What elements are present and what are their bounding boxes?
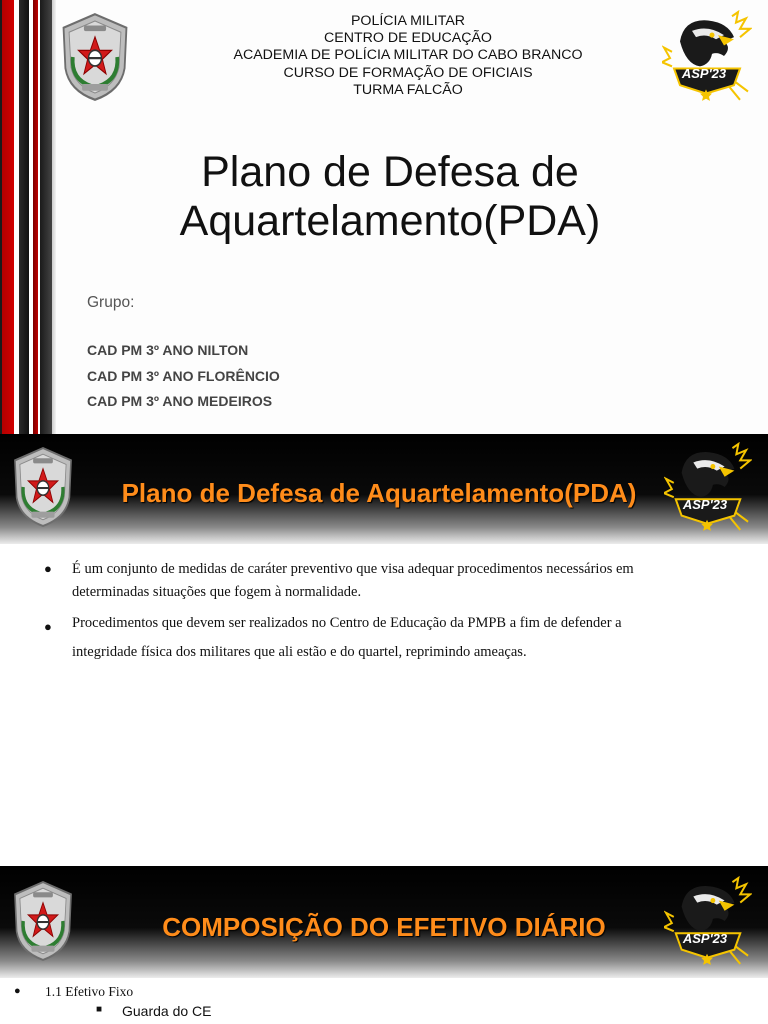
title-slide: [0, 0, 768, 434]
institution-header: [190, 13, 626, 99]
sub-bullet-icon: ■: [96, 1004, 103, 1015]
list-item: [44, 609, 734, 667]
eagle-badge-text: ASP'23: [682, 497, 728, 512]
pm-badge-logo: [58, 12, 132, 102]
pm-badge-icon: [10, 880, 76, 962]
slide3-title: COMPOSIÇÃO DO EFETIVO DIÁRIO: [162, 912, 606, 942]
asp23-eagle-logo: [662, 10, 752, 104]
list-item: [44, 558, 734, 603]
group-members-list: [87, 341, 280, 418]
title-line: Plano de Defesa de: [201, 148, 579, 196]
bullet-line: determinadas situações que fogem à normalidade.: [72, 583, 362, 600]
decorative-stripes: [0, 0, 56, 434]
group-label: Grupo:: [87, 294, 135, 311]
header-line: CENTRO DE EDUCAÇÃO: [324, 30, 492, 47]
pm-badge-icon: [10, 446, 76, 528]
asp23-eagle-logo: [664, 442, 752, 534]
bullet-line: É um conjunto de medidas de caráter preventivo que visa adequar procedimentos necessários em: [72, 561, 634, 577]
pm-badge-logo: [10, 880, 76, 962]
sub-list-item: Guarda do CE: [122, 1003, 212, 1019]
group-member: CAD PM 3º ANO NILTON: [87, 342, 249, 358]
header-line: TURMA FALCÃO: [353, 81, 463, 98]
title-line: Aquartelamento(PDA): [179, 197, 601, 245]
eagle-icon: [662, 10, 752, 104]
eagle-badge-text: ASP'23: [682, 931, 728, 946]
eagle-badge-text: ASP'23: [681, 66, 727, 81]
bullet-icon: ●: [44, 619, 52, 634]
header-line: ACADEMIA DE POLÍCIA MILITAR DO CABO BRANCO: [233, 47, 583, 64]
bullet-line: integridade física dos militares que ali estão e do quartel, reprimindo ameaças.: [72, 644, 527, 660]
group-member: CAD PM 3º ANO MEDEIROS: [87, 393, 273, 409]
slide3-banner: [0, 866, 768, 978]
slide2-bullet-list: [44, 558, 734, 673]
bullet-icon: ●: [44, 561, 52, 576]
header-line: POLÍCIA MILITAR: [350, 13, 466, 29]
pm-badge-icon: [58, 12, 132, 102]
bullet-icon: ●: [14, 985, 21, 997]
group-member: CAD PM 3º ANO FLORÊNCIO: [87, 367, 280, 384]
pm-badge-logo: [10, 446, 76, 528]
slide2-banner: [0, 434, 768, 544]
list-item: 1.1 Efetivo Fixo: [45, 984, 134, 999]
slide3-body: [0, 978, 768, 1024]
header-line: CURSO DE FORMAÇÃO DE OFICIAIS: [283, 64, 533, 81]
eagle-icon: [664, 442, 752, 534]
presentation-title: [100, 148, 680, 246]
slide2-title: Plano de Defesa de Aquartelamento(PDA): [121, 478, 637, 508]
bullet-line: Procedimentos que devem ser realizados no Centro de Educação da PMPB a fim de defender a: [72, 615, 622, 631]
